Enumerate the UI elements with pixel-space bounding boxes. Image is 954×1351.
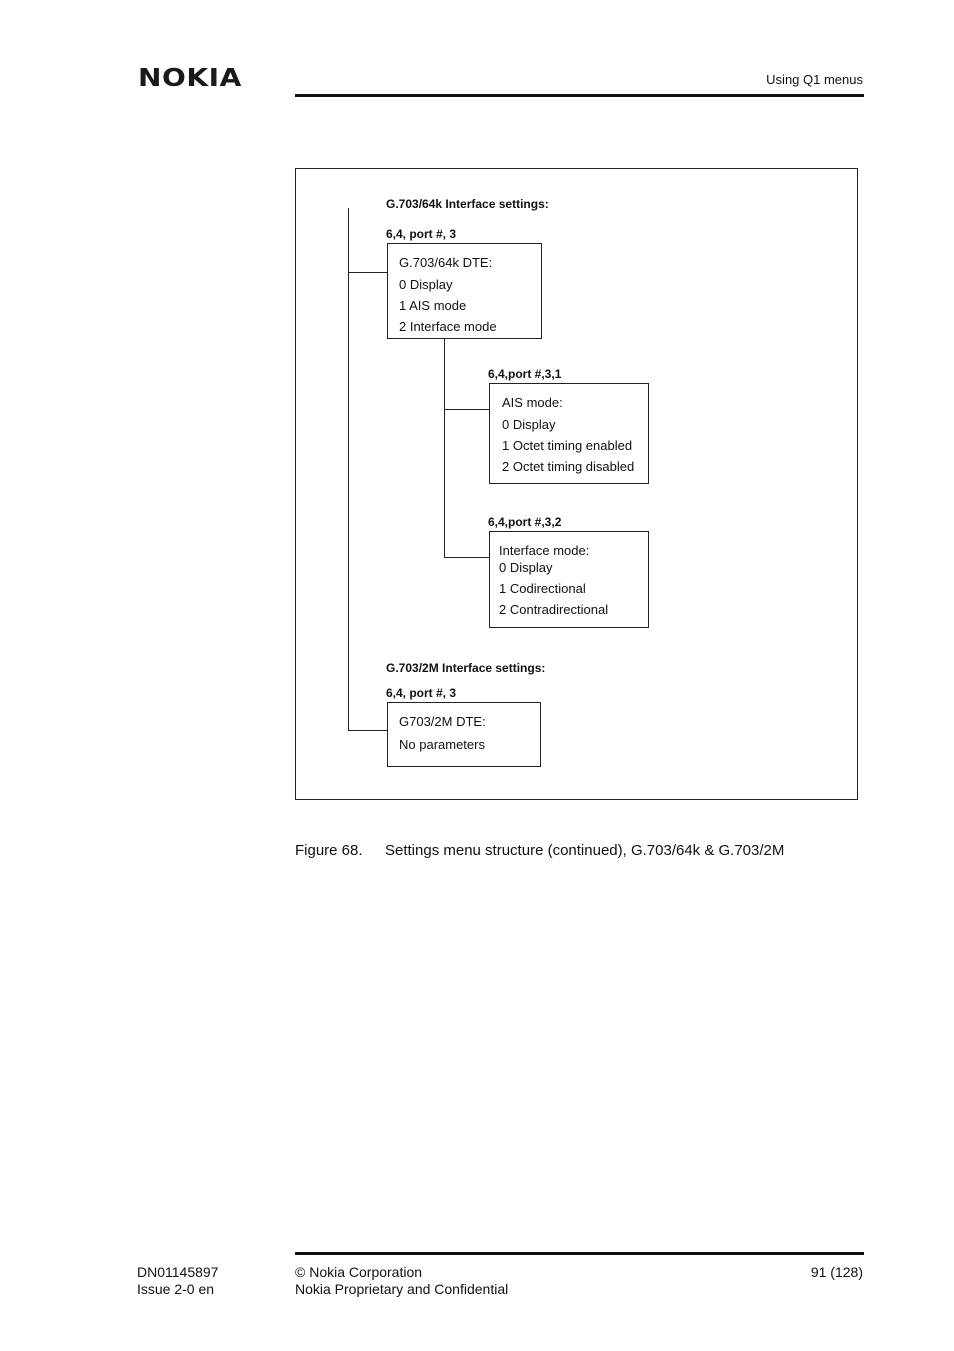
menu-line: 1 Codirectional [499,581,586,596]
menu-line: No parameters [399,737,485,752]
menu-line: 0 Display [499,560,553,575]
main-tree-line [348,208,349,731]
menu-line: AIS mode: [502,395,563,410]
header-rule [295,94,864,97]
doc-id: DN01145897 [137,1264,219,1280]
menu-box-interface-mode [489,531,649,628]
menu-box-64k-dte [387,243,542,339]
branch-ais [444,409,489,410]
sub-tree-line [444,338,445,558]
caption-text: Settings menu structure (continued), G.703/64k & G.703/2M [385,842,785,859]
footer-rule [295,1252,864,1255]
confidential-notice: Nokia Proprietary and Confidential [295,1281,509,1297]
heading-64k: G.703/64k Interface settings: [386,197,549,211]
menu-line: Interface mode: [499,543,590,558]
branch-64k [348,272,387,273]
menu-box-ais-mode [489,383,649,484]
menu-line: 0 Display [502,417,556,432]
copyright: © Nokia Corporation [295,1264,423,1280]
branch-ifmode [444,557,489,558]
nokia-logo: NOKIA [138,63,242,92]
heading-2m: G.703/2M Interface settings: [386,661,546,675]
path-2m: 6,4, port #, 3 [386,686,457,700]
menu-line: 2 Octet timing disabled [502,459,635,474]
page-number: 91 (128) [810,1264,863,1280]
caption-number: Figure 68. [295,842,363,859]
figure-frame [295,168,858,800]
menu-line: 0 Display [399,277,453,292]
section-title: Using Q1 menus [766,72,863,87]
figure-caption [295,842,784,859]
menu-line: G.703/64k DTE: [399,255,493,270]
path-ais: 6,4,port #,3,1 [488,367,562,381]
menu-line: 2 Interface mode [399,319,497,334]
path-64k: 6,4, port #, 3 [386,227,457,241]
menu-box-2m-dte [387,702,541,767]
menu-line: 2 Contradirectional [499,602,609,617]
branch-2m [348,730,387,731]
path-ifmode: 6,4,port #,3,2 [488,515,562,529]
issue: Issue 2-0 en [137,1281,215,1297]
menu-line: 1 Octet timing enabled [502,438,633,453]
menu-line: 1 AIS mode [399,298,467,313]
menu-line: G703/2M DTE: [399,714,486,729]
